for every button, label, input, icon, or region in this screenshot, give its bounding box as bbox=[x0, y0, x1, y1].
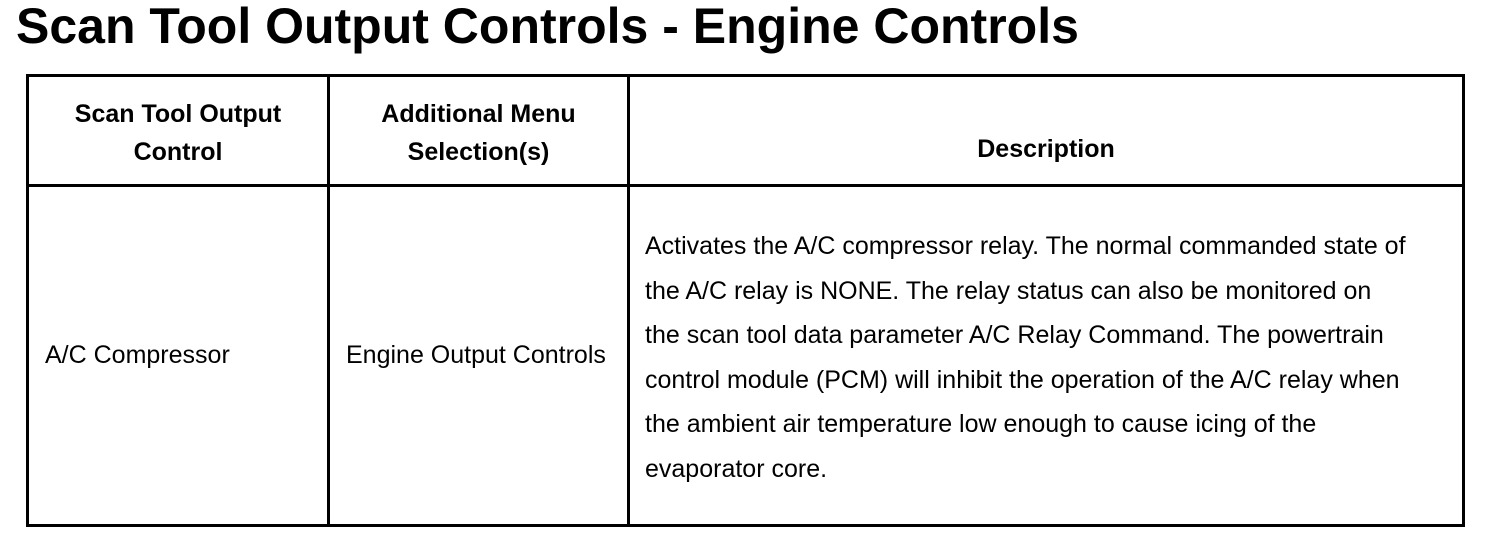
header-output-control: Scan Tool Output Control bbox=[28, 76, 329, 186]
table-header-row bbox=[28, 76, 1464, 186]
cell-menu-selection: Engine Output Controls bbox=[329, 186, 629, 526]
table-row bbox=[28, 186, 1464, 526]
output-controls-table bbox=[26, 74, 1465, 527]
header-menu-selection: Additional Menu Selection(s) bbox=[329, 76, 629, 186]
cell-output-control: A/C Compressor bbox=[28, 186, 329, 526]
cell-description: Activates the A/C compressor relay. The normal commanded state of the A/C relay is NONE. The relay status can also be monitored on the scan tool data parameter A/C Relay Command. The powertrain control module (PCM) will inhibit the operation of the A/C relay when the ambient air temperature low enough to cause icing of the evaporator core. bbox=[629, 186, 1464, 526]
page-title: Scan Tool Output Controls - Engine Controls bbox=[16, 0, 1079, 54]
header-description: Description bbox=[629, 76, 1464, 186]
